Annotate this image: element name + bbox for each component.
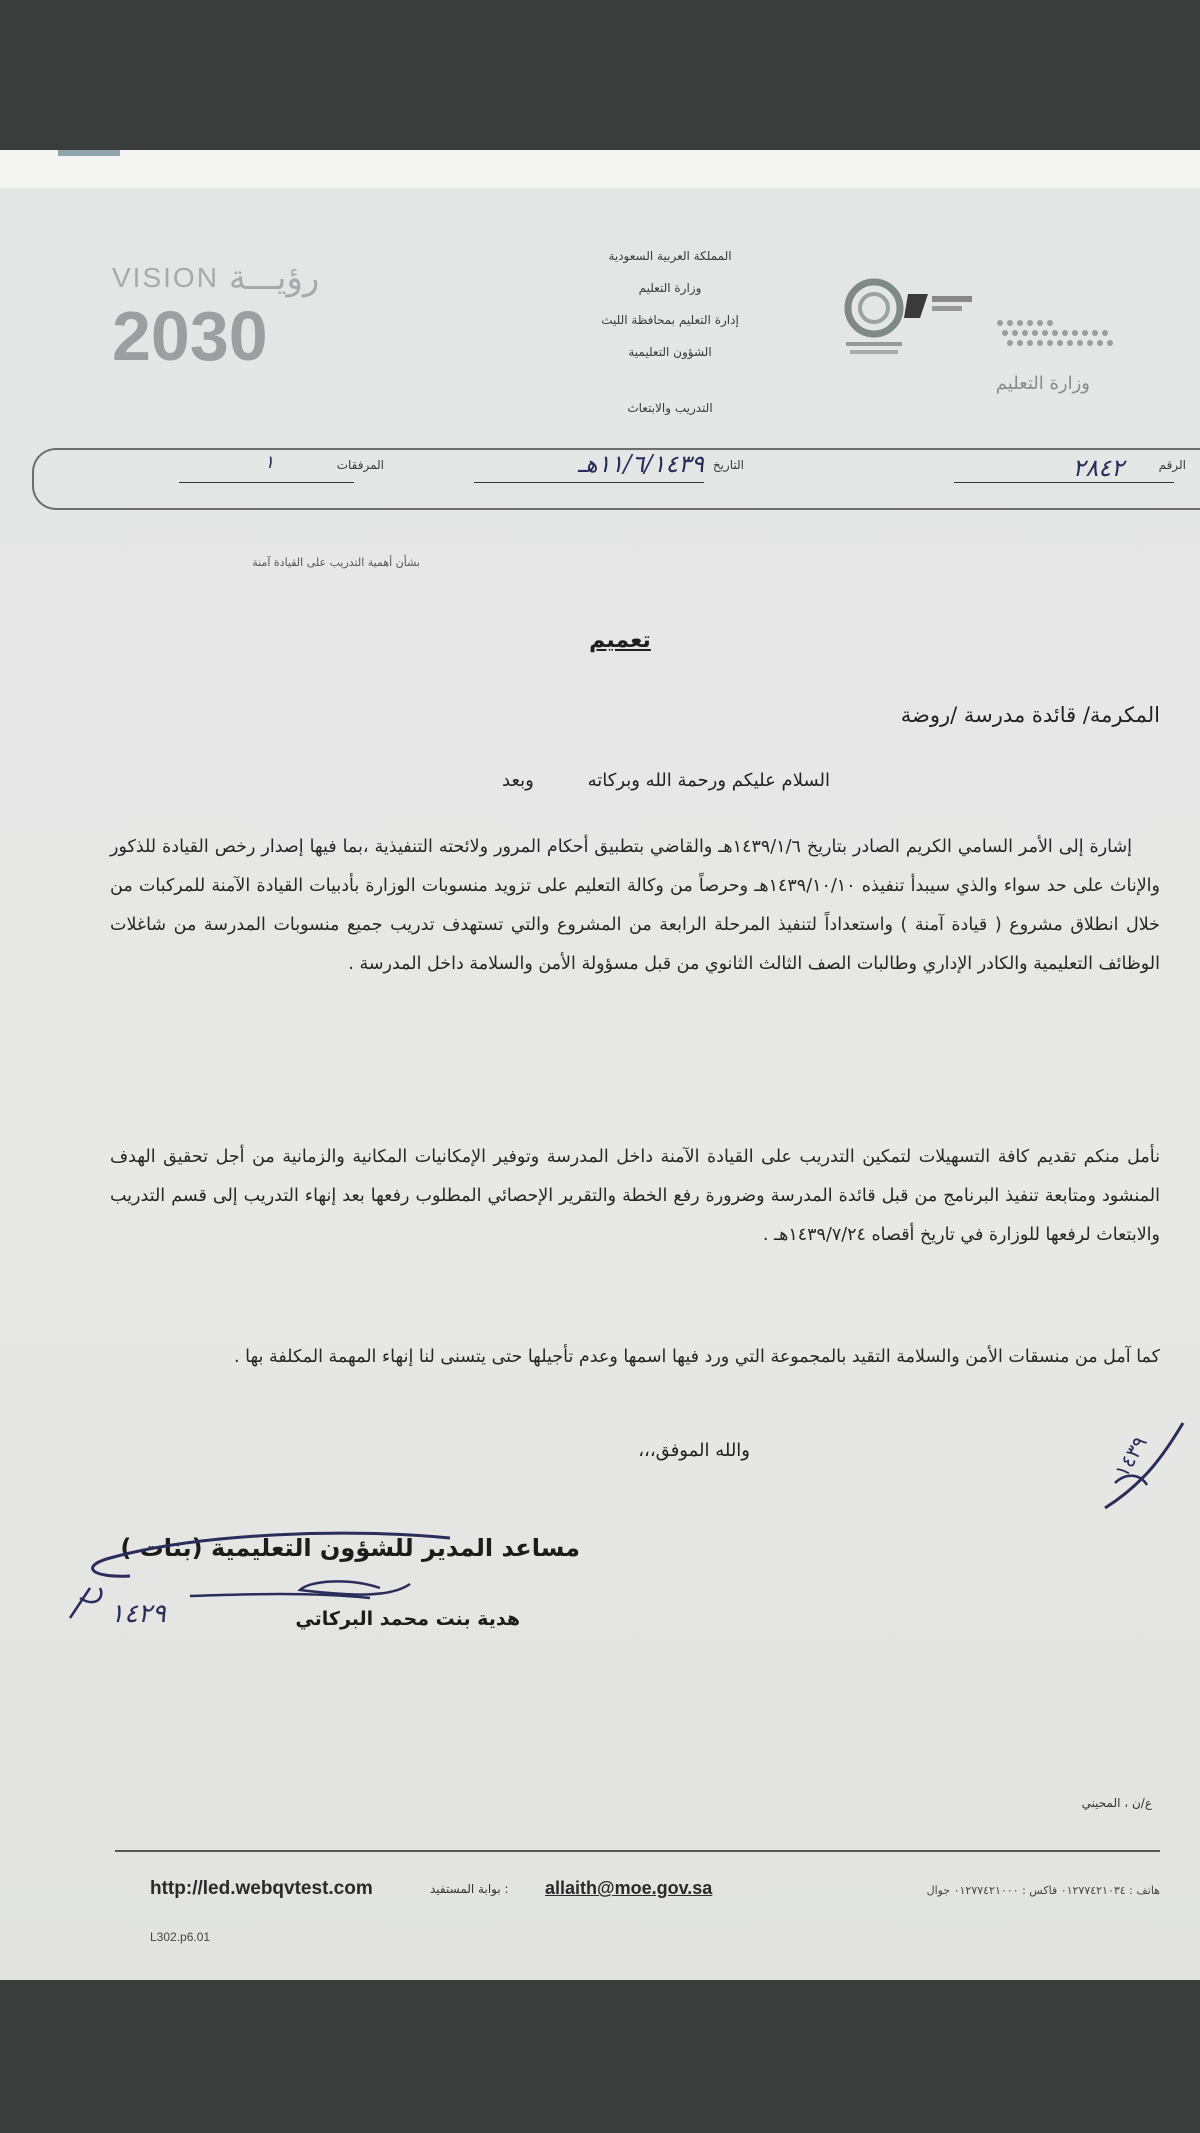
footer-email: allaith@moe.gov.sa <box>545 1878 713 1898</box>
handwritten-initials <box>1085 1413 1195 1523</box>
footer-url: http://led.webqvtest.com <box>150 1878 373 1899</box>
viewer-strip <box>0 150 1200 188</box>
attachments-underline <box>179 482 354 483</box>
bottom-dark-bar <box>0 1980 1200 2133</box>
greeting <box>502 770 830 791</box>
date-value: ١١/٦/١٤٣٩هـ <box>577 450 704 478</box>
signatory-name: هدية بنت محمد البركاتي <box>295 1608 520 1630</box>
vision-2030-logo <box>112 258 342 375</box>
government-header <box>520 240 820 424</box>
ministry-logo-icon <box>990 303 1160 413</box>
closing: والله الموفق،،، <box>638 1440 750 1461</box>
signature-date: ١٤٢٩ <box>110 1599 166 1629</box>
ministry-name: وزارة التعليم <box>995 373 1090 394</box>
paragraph-2: نأمل منكم تقديم كافة التسهيلات لتمكين التدريب على القيادة الآمنة داخل المدرسة وتوفير الإمكانيات المكانية والزمانية من أجل تحقيق الهدف المنشود ومتابعة تنفيذ البرنامج من قبل قائدة المدرسة وضرورة رفع الخطة والتقرير الإحصائي المطلوب رفعها بعد إنهاء التدريب إلى قسم التدريب والابتعاث لرفعها للوزارة في تاريخ أقصاه ١٤٣٩/٧/٢٤هـ . <box>110 1147 1160 1245</box>
header-line-ministry: وزارة التعليم <box>638 281 702 295</box>
directorate-logo-icon <box>838 276 988 366</box>
attachments-label: المرفقات <box>336 458 384 472</box>
header-line-department: التدريب والابتعاث <box>627 401 713 415</box>
header-line-directorate: إدارة التعليم بمحافظة الليث <box>601 313 739 327</box>
document-code: L302.p6.01 <box>150 1930 211 1944</box>
copy-to: ع/ن ، المحيني <box>1081 1796 1152 1810</box>
reference-box <box>32 448 1200 510</box>
paragraph-1: إشارة إلى الأمر السامي الكريم الصادر بتاريخ ١٤٣٩/١/٦هـ والقاضي بتطبيق أحكام المرور ولائحته التنفيذية ،بما فيها إصدار رخص القيادة للذكور والإناث على حد سواء والذي سيبدأ تنفيذه ١٤٣٩/١٠/١٠هـ وحرصاً من وكالة التعليم على تزويد منسوبات الوزارة بأدبيات القيادة الآمنة للمركبات من خلال انطلاق مشروع ( قيادة آمنة ) واستعداداً لتنفيذ المرحلة الرابعة من المشروع والتي تستهدف تدريب جميع منسوبات المدرسة من شاغلات الوظائف التعليمية والكادر الإداري وطالبات الصف الثالث الثانوي من قبل مسؤولة الأمن والسلامة داخل المدرسة . <box>110 837 1160 974</box>
viewer-tab-indicator <box>58 150 120 156</box>
vision-year: 2030 <box>112 297 268 375</box>
signatory-title: مساعد المدير للشؤون التعليمية (بنات ) <box>120 1534 580 1562</box>
subject-line: بشأن أهمية التدريب على القيادة آمنة <box>252 556 420 569</box>
number-label: الرقم <box>1158 458 1186 472</box>
paragraph-3: كما آمل من منسقات الأمن والسلامة التقيد بالمجموعة التي ورد فيها اسمها وعدم تأجيلها حتى يتسنى لنا إنهاء المهمة المكلفة بها . <box>233 1347 1160 1367</box>
date-label: التاريخ <box>712 458 744 472</box>
greeting-main: السلام عليكم ورحمة الله وبركاته <box>587 770 830 791</box>
document-page <box>0 188 1200 1980</box>
attachments-value: ١ <box>264 452 274 473</box>
greeting-after: وبعد <box>502 770 534 791</box>
vision-arabic-word: رؤيـــة <box>228 258 320 298</box>
vision-word: VISION <box>112 262 219 293</box>
footer <box>150 1878 1160 1908</box>
footer-portal-label: : بوابة المستفيد <box>430 1882 509 1896</box>
footer-contact: هاتف : ٠١٢٧٧٤٢١٠٣٤ فاكس : ٠١٢٧٧٤٢١٠٠٠ جوال <box>926 1884 1160 1897</box>
document-title: تعميم <box>589 628 651 653</box>
handwritten-signature <box>50 1518 570 1648</box>
initials-text: ١٤٣٩ <box>1109 1431 1152 1482</box>
header-line-affairs: الشؤون التعليمية <box>628 345 712 359</box>
date-underline <box>474 482 704 483</box>
number-underline <box>954 482 1174 483</box>
salutation: المكرمة/ قائدة مدرسة /روضة <box>900 703 1160 727</box>
footer-divider <box>115 1850 1160 1852</box>
number-value: ٢٨٤٢ <box>1072 454 1124 482</box>
header-line-kingdom: المملكة العربية السعودية <box>608 249 732 263</box>
top-dark-bar <box>0 0 1200 150</box>
